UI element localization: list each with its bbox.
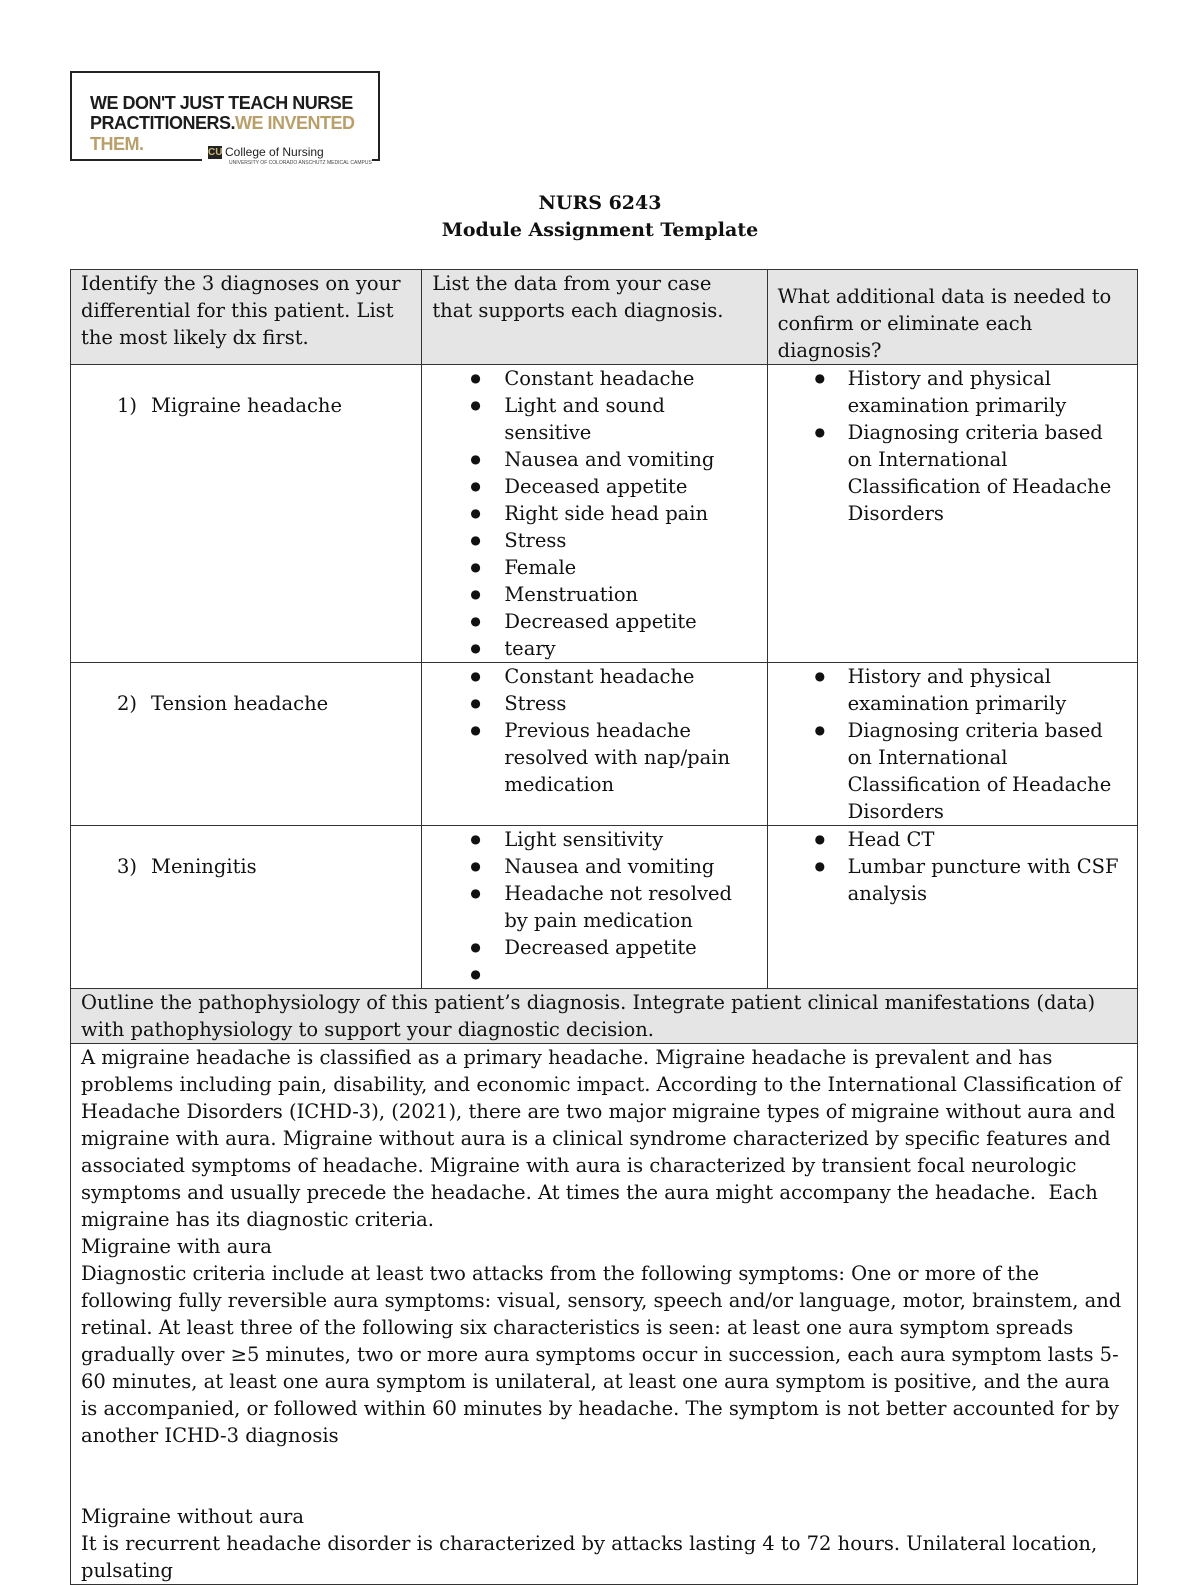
document-title: Module Assignment Template [441,219,759,241]
header-diagnoses: Identify the 3 diagnoses on your differential for this patient. List the most likely dx first. [71,270,422,365]
list-item: ● Diagnosing criteria based on International Classification of Headache Disorders [778,717,1127,825]
additional-data-cell [767,365,1137,663]
assignment-table [70,269,1138,1585]
subheading-without-aura: Migraine without aura [81,1505,304,1528]
list-item: ● Light sensitivity [432,826,756,853]
table-header-row [71,270,1138,365]
supporting-data-cell [422,663,767,826]
list-item: ● Nausea and vomiting [432,853,756,880]
list-item: ● Lumbar puncture with CSF analysis [778,853,1127,907]
logo-university-label: UNIVERSITY OF COLORADO ANSCHUTZ MEDICAL CAMPUS [229,160,372,166]
header-additional-data: What additional data is needed to confirm or eliminate each diagnosis? [767,270,1137,365]
supporting-data-cell [422,365,767,663]
diagnosis-number: 1) [117,394,138,417]
header-supporting-data: List the data from your case that supports each diagnosis. [422,270,767,365]
list-item: ● Constant headache [432,365,756,392]
paragraph-without-aura: It is recurrent headache disorder is characterized by attacks lasting 4 to 72 hours. Unilateral location, pulsating [81,1532,1104,1582]
list-item: ● Menstruation [432,581,756,608]
diagnosis-name: Meningitis [151,855,257,878]
table-row [71,663,1138,826]
list-item [432,961,756,988]
list-item: ● Constant headache [432,663,756,690]
logo-college-name [202,145,372,167]
course-code: NURS 6243 [538,192,662,214]
outline-header: Outline the pathophysiology of this patient’s diagnosis. Integrate patient clinical manifestations (data) with pathophysiology to support your diagnostic decision. [71,989,1138,1044]
additional-data-cell [767,663,1137,826]
cu-badge-icon: CU [208,147,223,159]
diagnosis-name: Migraine headache [151,394,343,417]
list-item: ● Female [432,554,756,581]
list-item: ● Right side head pain [432,500,756,527]
logo-tagline-line1: WE DON'T JUST TEACH NURSE [90,93,353,113]
pathophysiology-row [71,1044,1138,1585]
diagnosis-cell [71,365,422,663]
list-item: ● teary [432,635,756,662]
table-row [71,826,1138,989]
logo-college-label: College of Nursing [225,145,324,159]
list-item: ● Decreased appetite [432,934,756,961]
outline-header-row [71,989,1138,1044]
paragraph-overview: A migraine headache is classified as a primary headache. Migraine headache is prevalent and has problems including pain, disability, and economic impact. According to the International Classification of Headache Disorders (ICHD-3), (2021), there are two major migraine types of migraine without aura and migraine with aura. Migraine without aura is a clinical syndrome characterized by specific features and associated symptoms of headache. Migraine with aura is characterized by transient focal neurologic symptoms and usually precede the headache. At times the aura might accompany the headache. Each migraine has its diagnostic criteria. [81,1046,1128,1231]
supporting-data-cell [422,826,767,989]
subheading-with-aura: Migraine with aura [81,1235,272,1258]
logo-tagline-a: PRACTITIONERS. [90,113,236,133]
list-item: ● History and physical examination primarily [778,365,1127,419]
table-row [71,365,1138,663]
pathophysiology-cell [71,1044,1138,1585]
list-item: ● Stress [432,527,756,554]
diagnosis-number: 3) [117,855,138,878]
diagnosis-cell [71,663,422,826]
list-item: ● Decreased appetite [432,608,756,635]
list-item: ● Stress [432,690,756,717]
list-item: ● Deceased appetite [432,473,756,500]
paragraph-with-aura: Diagnostic criteria include at least two attacks from the following symptoms: One or more of the following fully reversible aura symptoms: visual, sensory, speech and/or language, motor, brainstem, and retinal. At least three of the following six characteristics is seen: at least one aura symptom spreads gradually over ≥5 minutes, two or more aura symptoms occur in succession, each aura symptom lasts 5-60 minutes, at least one aura symptom is unilateral, at least one aura symptom is positive, and the aura is accompanied, or followed within 60 minutes by headache. The symptom is not better accounted for by another ICHD-3 diagnosis [81,1262,1128,1447]
list-item: ● Previous headache resolved with nap/pain medication [432,717,756,798]
college-logo [70,71,380,166]
diagnosis-name: Tension headache [151,692,329,715]
list-item: ● Diagnosing criteria based on International Classification of Headache Disorders [778,419,1127,527]
list-item: ● Headache not resolved by pain medication [432,880,756,934]
logo-tagline-b: WE INVENTED THEM. [90,113,355,154]
list-item: ● Light and sound sensitive [432,392,756,446]
list-item: ● Nausea and vomiting [432,446,756,473]
additional-data-cell [767,826,1137,989]
list-item: ● Head CT [778,826,1127,853]
list-item: ● History and physical examination primarily [778,663,1127,717]
diagnosis-cell [71,826,422,989]
diagnosis-number: 2) [117,692,138,715]
